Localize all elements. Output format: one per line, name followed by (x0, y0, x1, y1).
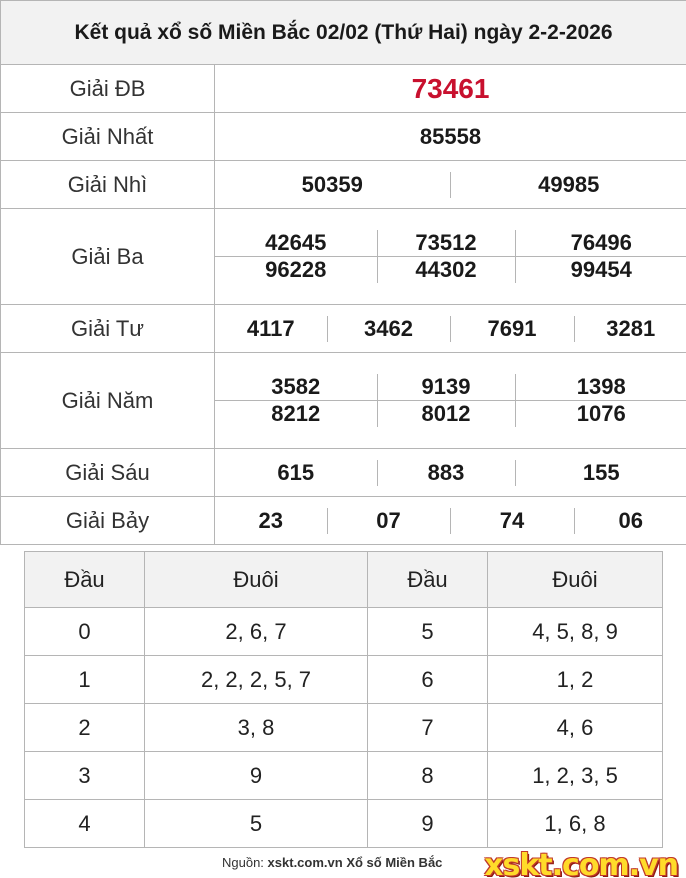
source-name: Xổ số Miền Bắc (346, 855, 443, 870)
table-row (25, 656, 663, 704)
tail-digits: 4, 5, 8, 9 (488, 608, 663, 656)
prize-row-nhi (1, 161, 686, 209)
head-digit: 7 (368, 704, 488, 752)
special-prize-number: 73461 (215, 65, 686, 113)
head-tail-header (25, 552, 663, 608)
prize-row-nhat (1, 113, 686, 161)
prize-label-nam: Giải Năm (1, 353, 215, 449)
page-title: Kết quả xổ số Miền Bắc 02/02 (Thứ Hai) ngày 2-2-2026 (1, 1, 686, 65)
prize-number: 9139 (377, 374, 515, 401)
tail-digits: 4, 6 (488, 704, 663, 752)
prize-number: 76496 (515, 230, 686, 257)
prize-number: 06 (574, 508, 686, 534)
prize-number: 3582 (271, 374, 321, 399)
prize-label-bay: Giải Bảy (1, 497, 215, 545)
prize-number: 3281 (574, 316, 686, 342)
tail-digits: 2, 6, 7 (145, 608, 368, 656)
prize-numbers-nhi (215, 172, 686, 198)
prize-number: 615 (277, 459, 315, 485)
prize-numbers-sau (215, 460, 686, 486)
site-logo[interactable]: xskt.com.vn (484, 848, 678, 878)
prize-label-tu: Giải Tư (1, 305, 215, 353)
prize-number: 23 (258, 507, 283, 533)
prize-number: 96228 (215, 257, 377, 284)
prize-numbers-nam (215, 374, 686, 427)
head-tail-table (24, 551, 663, 848)
prize-label-db: Giải ĐB (1, 65, 215, 113)
prize-label-nhi: Giải Nhì (1, 161, 215, 209)
tail-digits: 5 (145, 800, 368, 848)
prize-numbers-bay (215, 508, 686, 534)
head-digit: 0 (25, 608, 145, 656)
prize-number: 155 (515, 460, 686, 486)
prize-number: 42645 (265, 230, 327, 255)
source-prefix: Nguồn: (222, 855, 268, 870)
prize-cell-nhi (215, 161, 686, 209)
prize-number: 3462 (327, 316, 450, 342)
head-digit: 2 (25, 704, 145, 752)
prize-number: 85558 (215, 113, 686, 161)
prize-row-sau (1, 449, 686, 497)
prize-number: 44302 (377, 257, 515, 284)
prize-number: 49985 (450, 172, 686, 198)
column-header-duoi: Đuôi (145, 552, 368, 608)
prize-number: 07 (327, 508, 450, 534)
footer (0, 848, 686, 878)
column-header-dau: Đầu (368, 552, 488, 608)
prize-number: 4117 (246, 315, 295, 341)
prize-row-bay (1, 497, 686, 545)
source-site-link[interactable]: xskt.com.vn (267, 855, 343, 870)
prize-number: 7691 (450, 316, 574, 342)
prize-number: 50359 (301, 171, 363, 197)
column-header-dau: Đầu (25, 552, 145, 608)
tail-digits: 3, 8 (145, 704, 368, 752)
tail-digits: 1, 2, 3, 5 (488, 752, 663, 800)
column-header-duoi: Đuôi (488, 552, 663, 608)
prize-row-db (1, 65, 686, 113)
table-row (25, 752, 663, 800)
source-credit (222, 855, 442, 870)
prize-number: 883 (377, 460, 515, 486)
prize-cell-bay (215, 497, 686, 545)
prize-label-nhat: Giải Nhất (1, 113, 215, 161)
table-row (25, 704, 663, 752)
tail-digits: 2, 2, 2, 5, 7 (145, 656, 368, 704)
head-digit: 1 (25, 656, 145, 704)
title-row (1, 1, 686, 65)
prize-row-nam (1, 353, 686, 449)
head-digit: 9 (368, 800, 488, 848)
table-row (25, 608, 663, 656)
prize-number: 8012 (377, 401, 515, 428)
prize-number: 1076 (515, 401, 686, 428)
prize-number: 1398 (515, 374, 686, 401)
prize-cell-ba (215, 209, 686, 305)
prize-cell-sau (215, 449, 686, 497)
prize-numbers-ba (215, 230, 686, 283)
prize-cell-tu (215, 305, 686, 353)
head-digit: 8 (368, 752, 488, 800)
prize-label-ba: Giải Ba (1, 209, 215, 305)
prize-number: 99454 (515, 257, 686, 284)
head-digit: 3 (25, 752, 145, 800)
tail-digits: 1, 2 (488, 656, 663, 704)
head-digit: 6 (368, 656, 488, 704)
prize-row-tu (1, 305, 686, 353)
tail-digits: 1, 6, 8 (488, 800, 663, 848)
prize-number: 8212 (215, 401, 377, 428)
prize-number: 74 (450, 508, 574, 534)
prize-row-ba (1, 209, 686, 305)
table-row (25, 800, 663, 848)
prize-label-sau: Giải Sáu (1, 449, 215, 497)
tail-digits: 9 (145, 752, 368, 800)
head-digit: 4 (25, 800, 145, 848)
prize-number: 73512 (377, 230, 515, 257)
head-digit: 5 (368, 608, 488, 656)
prize-cell-nam (215, 353, 686, 449)
prize-numbers-tu (215, 316, 686, 342)
